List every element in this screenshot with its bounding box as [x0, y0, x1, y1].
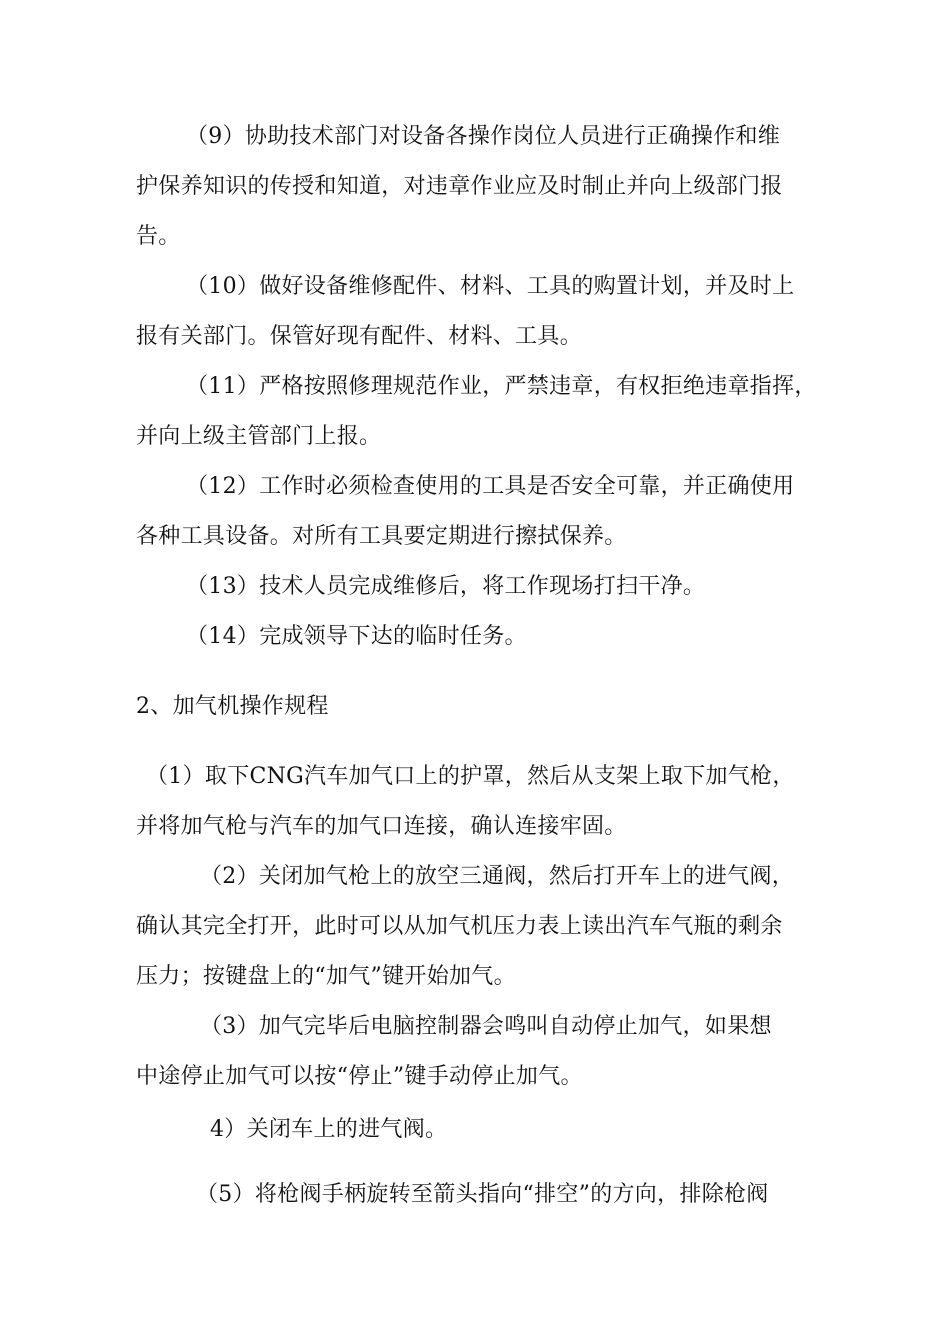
paragraph-9-line-2: 护保养知识的传授和知道，对违章作业应及时制止并向上级部门报 [136, 174, 783, 199]
paragraph-11-line-2: 并向上级主管部门上报。 [136, 424, 382, 449]
paragraph-9-line-1: （9）协助技术部门对设备各操作岗位人员进行正确操作和维 [186, 124, 781, 149]
step-5-line-1: （5）将枪阀手柄旋转至箭头指向“排空”的方向，排除枪阀 [196, 1182, 769, 1207]
paragraph-11-line-1: （11）严格按照修理规范作业，严禁违章，有权拒绝违章指挥， [186, 374, 817, 399]
step-3-line-2: 中途停止加气可以按“停止”键手动停止加气。 [136, 1064, 583, 1089]
step-4: 4）关闭车上的进气阀。 [210, 1117, 448, 1142]
paragraph-12-line-2: 各种工具设备。对所有工具要定期进行擦拭保养。 [136, 524, 627, 549]
paragraph-13: （13）技术人员完成维修后，将工作现场打扫干净。 [186, 574, 706, 599]
paragraph-12-line-1: （12）工作时必须检查使用的工具是否安全可靠，并正确使用 [186, 474, 795, 499]
step-2-line-1: （2）关闭加气枪上的放空三通阀，然后打开车上的进气阀， [200, 864, 795, 889]
paragraph-10-line-2: 报有关部门。保管好现有配件、材料、工具。 [136, 324, 583, 349]
step-2-line-2: 确认其完全打开，此时可以从加气机压力表上读出汽车气瓶的剩余 [136, 914, 783, 939]
paragraph-10-line-1: （10）做好设备维修配件、材料、工具的购置计划，并及时上 [186, 274, 795, 299]
step-1-line-1: （1）取下CNG汽车加气口上的护罩，然后从支架上取下加气枪， [146, 764, 795, 789]
paragraph-9-line-3: 告。 [136, 224, 181, 249]
section-heading: 2、加气机操作规程 [136, 694, 329, 719]
paragraph-14: （14）完成领导下达的临时任务。 [186, 624, 527, 649]
step-2-line-3: 压力；按键盘上的“加气”键开始加气。 [136, 964, 516, 989]
step-1-line-2: 并将加气枪与汽车的加气口连接，确认连接牢固。 [136, 814, 627, 839]
step-3-line-1: （3）加气完毕后电脑控制器会鸣叫自动停止加气，如果想 [200, 1014, 772, 1039]
